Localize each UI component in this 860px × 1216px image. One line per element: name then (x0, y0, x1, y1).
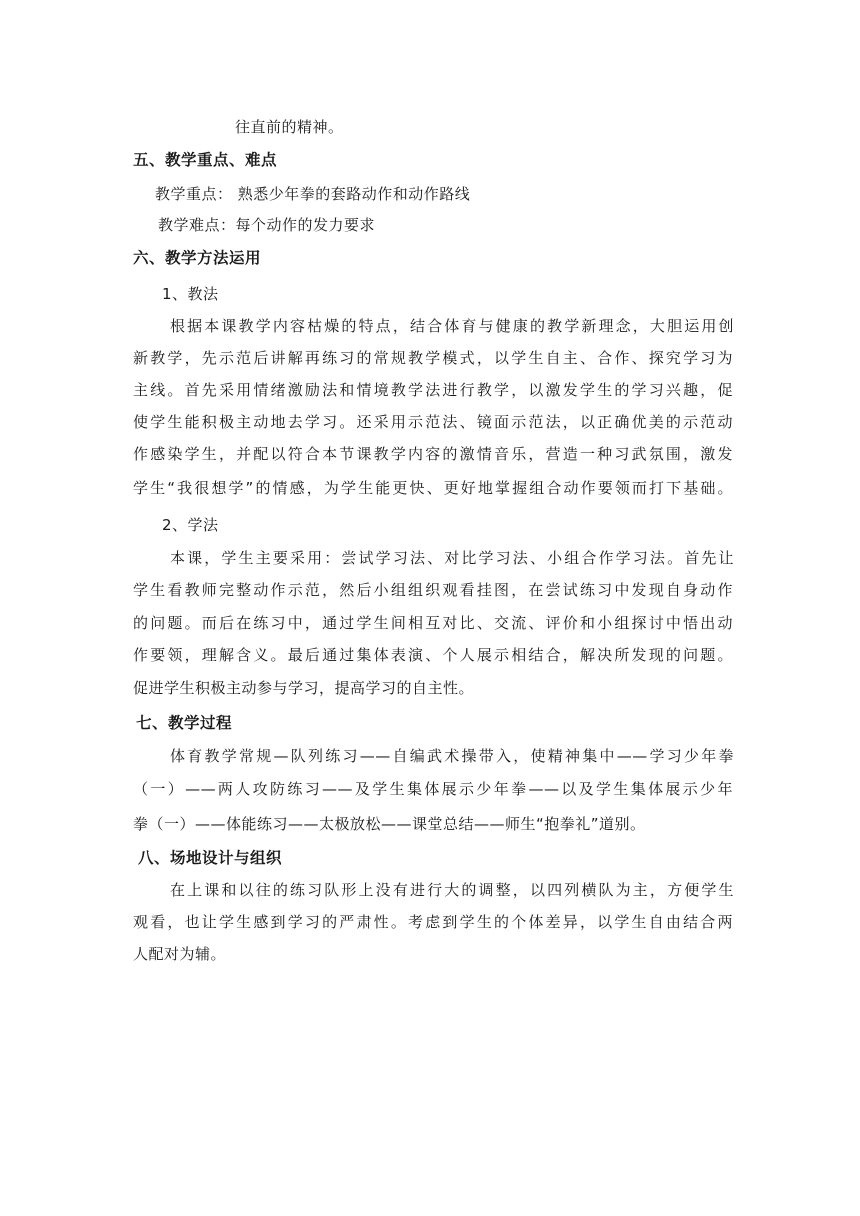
difficulty-text: 教学难点：每个动作的发力要求 (158, 216, 376, 234)
continued-line: 往直前的精神。 (235, 118, 344, 136)
paragraph-line: 体育教学常规—队列练习——自编武术操带入，使精神集中——学习少年拳 (170, 747, 734, 765)
paragraph-line: 促进学生积极主动参与学习，提高学习的自主性。 (133, 679, 475, 697)
teaching-method-subheading: 1、教法 (162, 285, 219, 303)
paragraph-line: 人配对为辅。 (133, 945, 227, 963)
learning-method-subheading: 2、学法 (162, 516, 219, 534)
key-point-text: 教学重点： 熟悉少年拳的套路动作和动作路线 (155, 185, 471, 203)
paragraph-line: 观看，也让学生感到学习的严肃性。考虑到学生的个体差异，以学生自由结合两 (133, 913, 733, 931)
paragraph-line: 作感染学生，并配以符合本节课教学内容的激情音乐，营造一种习武氛围，激发 (133, 445, 733, 463)
section-7-heading: 七、教学过程 (136, 714, 233, 732)
paragraph-line: 的问题。而后在练习中，通过学生间相互对比、交流、评价和小组探讨中悟出动 (133, 614, 733, 632)
paragraph-line: 主线。首先采用情绪激励法和情境教学法进行教学，以激发学生的学习兴趣，促 (133, 381, 733, 399)
paragraph-line: 本课，学生主要采用：尝试学习法、对比学习法、小组合作学习法。首先让 (170, 549, 734, 567)
paragraph-line: 学生“我很想学”的情感，为学生能更快、更好地掌握组合动作要领而打下基础。 (133, 479, 733, 497)
paragraph-line: 使学生能积极主动地去学习。还采用示范法、镜面示范法，以正确优美的示范动 (133, 413, 733, 431)
section-5-heading: 五、教学重点、难点 (133, 151, 278, 169)
paragraph-line: 在上课和以往的练习队形上没有进行大的调整，以四列横队为主，方便学生 (170, 881, 734, 899)
paragraph-line: 作要领，理解含义。最后通过集体表演、个人展示相结合，解决所发现的问题。 (133, 646, 733, 664)
paragraph-line: 拳（一）——体能练习——太极放松——课堂总结——师生“抱拳礼”道别。 (133, 815, 646, 833)
section-8-heading: 八、场地设计与组织 (138, 849, 283, 867)
paragraph-line: 学生看教师完整动作示范，然后小组组织观看挂图，在尝试练习中发现自身动作 (133, 581, 733, 599)
paragraph-line: 新教学，先示范后讲解再练习的常规教学模式，以学生自主、合作、探究学习为 (133, 349, 733, 367)
paragraph-line: 根据本课教学内容枯燥的特点，结合体育与健康的教学新理念，大胆运用创 (170, 317, 734, 335)
section-6-heading: 六、教学方法运用 (133, 249, 262, 267)
paragraph-line: （一）——两人攻防练习——及学生集体展示少年拳——以及学生集体展示少年 (133, 780, 733, 798)
